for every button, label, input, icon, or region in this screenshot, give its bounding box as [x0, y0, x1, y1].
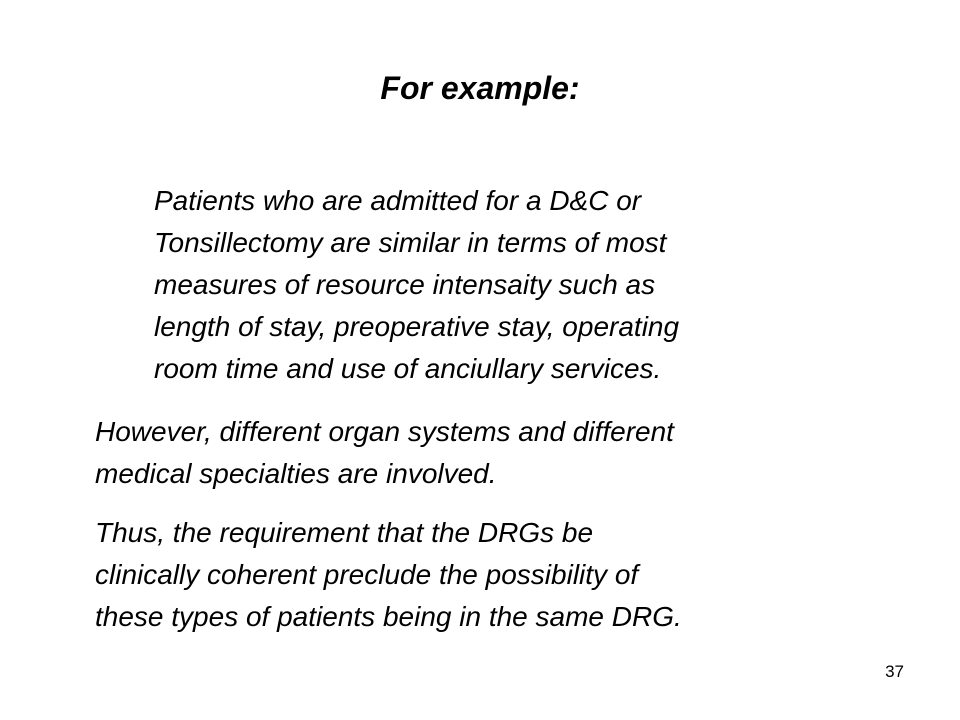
example-line: room time and use of anciullary services. — [154, 353, 662, 384]
example-paragraph — [154, 180, 884, 390]
however-line: medical specialties are involved. — [95, 458, 497, 489]
thus-line: these types of patients being in the same DRG. — [95, 601, 682, 632]
example-line: measures of resource intensaity such as — [154, 269, 656, 300]
slide-title: For example: — [380, 70, 580, 106]
thus-line: Thus, the requirement that the DRGs be — [95, 517, 594, 548]
example-line: length of stay, preoperative stay, operating — [154, 311, 680, 342]
however-paragraph — [95, 411, 895, 495]
thus-line: clinically coherent preclude the possibility of — [95, 559, 639, 590]
example-line: Tonsillectomy are similar in terms of most — [154, 227, 667, 258]
example-line: Patients who are admitted for a D&C or — [154, 185, 642, 216]
thus-paragraph — [95, 512, 895, 638]
however-line: However, different organ systems and different — [95, 416, 674, 447]
page-number: 37 — [885, 662, 904, 681]
